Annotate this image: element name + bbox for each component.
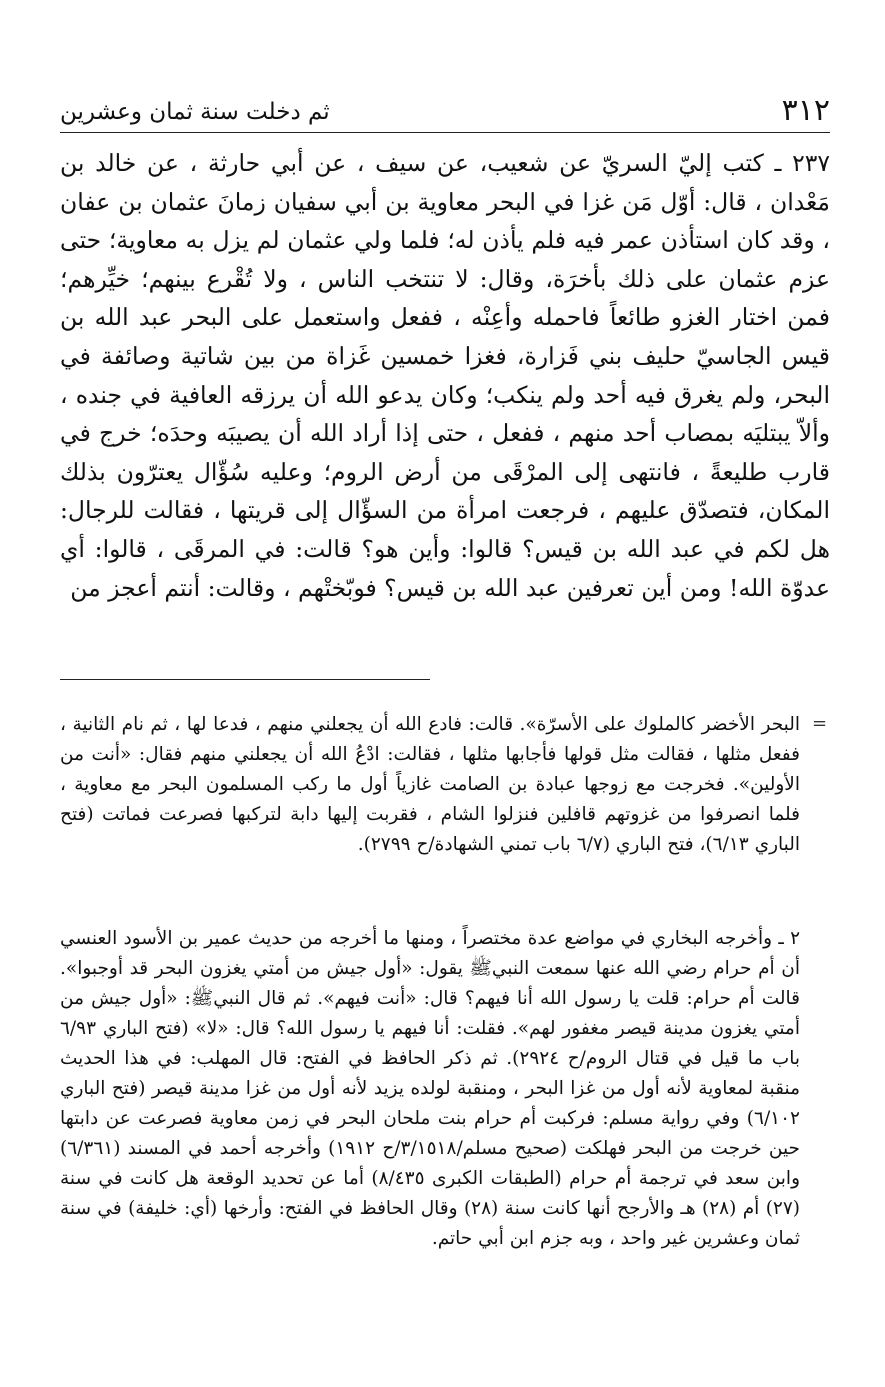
running-title: ثم دخلت سنة ثمان وعشرين xyxy=(60,99,330,125)
page-header xyxy=(60,80,830,133)
footnote-2: ٢ ـ وأخرجه البخاري في مواضع عدة مختصراً ، ومنها ما أخرجه من حديث عمير بن الأسود العنسي أن أم حرام رضي الله عنها سمعت النبيﷺ يقول: «أول جيش من أمتي يغزون البحر قد أوجبوا». قالت أم حرام: قلت يا رسول الله أنا فيهم؟ قال: «أنت فيهم». ثم قال النبيﷺ: «أول جيش من أمتي يغزون مدينة قيصر مغفور لهم». فقلت: أنا فيهم يا رسول الله؟ قال: «لا» (فتح الباري ٦/٩٣ باب ما قيل في قتال الروم/ح ٢٩٢٤). ثم ذكر الحافظ في الفتح: قال المهلب: في هذا الحديث منقبة لمعاوية لأنه أول من غزا البحر ، ومنقبة لولده يزيد لأنه أول من غزا مدينة قيصر (فتح الباري ٦/١٠٢) وفي رواية مسلم: فركبت أم حرام بنت ملحان البحر في زمن معاوية فصرعت عن دابتها حين خرجت من البحر فهلكت (صحيح مسلم/٣/١٥١٨/ح ١٩١٢) وأخرجه أحمد في المسند (٦/٣٦١) وابن سعد في ترجمة أم حرام (الطبقات الكبرى ٨/٤٣٥) أما عن تحديد الوقعة هل كانت في سنة (٢٧) أم (٢٨) هـ والأرجح أنها كانت سنة (٢٨) وقال الحافظ في الفتح: وأرخها (أي: خليفة) في سنة ثمان وعشرين غير واحد ، وبه جزم ابن أبي حاتم. xyxy=(60,928,801,1249)
main-text-paragraph: ٢٣٧ ـ كتب إليّ السريّ عن شعيب، عن سيف ، عن أبي حارثة ، عن خالد بن مَعْدان ، قال: أوّل مَن غزا في البحر معاوية بن أبي سفيان زمانَ عثمان بن عفان ، وقد كان استأذن عمر فيه فلم يأذن له؛ فلما ولي عثمان لم يزل به معاوية؛ حتى عزم عثمان على ذلك بأخرَة، وقال: لا تنتخب الناس ، ولا تُقْرع بينهم؛ خيِّرهم؛ فمن اختار الغزو طائعاً فاحمله وأعِنْه ، ففعل واستعمل على البحر عبد الله بن قيس الجاسيّ حليف بني فَزارة، فغزا خمسين غَزاة من بين شاتية وصائفة في البحر، ولم يغرق فيه أحد ولم ينكب؛ وكان يدعو الله أن يرزقه العافية في جنده ، وألاّ يبتليَه بمصاب أحد منهم ، ففعل ، حتى إذا أراد الله أن يصيبَه وحدَه؛ خرج في قارب طليعةً ، فانتهى إلى المرْقَى من أرض الروم؛ وعليه سُؤّال يعترّون بذلك المكان، فتصدّق عليهم ، فرجعت امرأة من السؤّال إلى قريتها ، فقالت للرجال: هل لكم في عبد الله بن قيس؟ قالوا: وأين هو؟ قالت: في المرقَى ، قالوا: أي عدوّة الله! ومن أين تعرفين عبد الله بن قيس؟ فوبّختْهم ، وقالت: أنتم أعجز من xyxy=(60,149,830,602)
footnote-continued: البحر الأخضر كالملوك على الأسرّة». قالت: فادع الله أن يجعلني منهم ، فدعا لها ، ثم نام الثانية ، ففعل مثلها ، فقالت مثل قولها فأجابها مثلها ، فقالت: ادْعُ الله أن يجعلني منهم فقال: «أنت من الأولين». فخرجت مع زوجها عبادة بن الصامت غازياً أول ما ركب المسلمون البحر مع معاوية ، فلما انصرفوا من غزوتهم قافلين فنزلوا الشام ، فقربت إليها دابة لتركبها فصرعت فماتت (فتح الباري ٦/١٣)، فتح الباري (٦/٧ باب تمني الشهادة/ح ٢٧٩٩). xyxy=(60,714,800,855)
page-number: ٣١٢ xyxy=(781,93,830,128)
footnote-continuation-marker: = xyxy=(812,713,828,734)
footnote-divider xyxy=(60,679,430,680)
